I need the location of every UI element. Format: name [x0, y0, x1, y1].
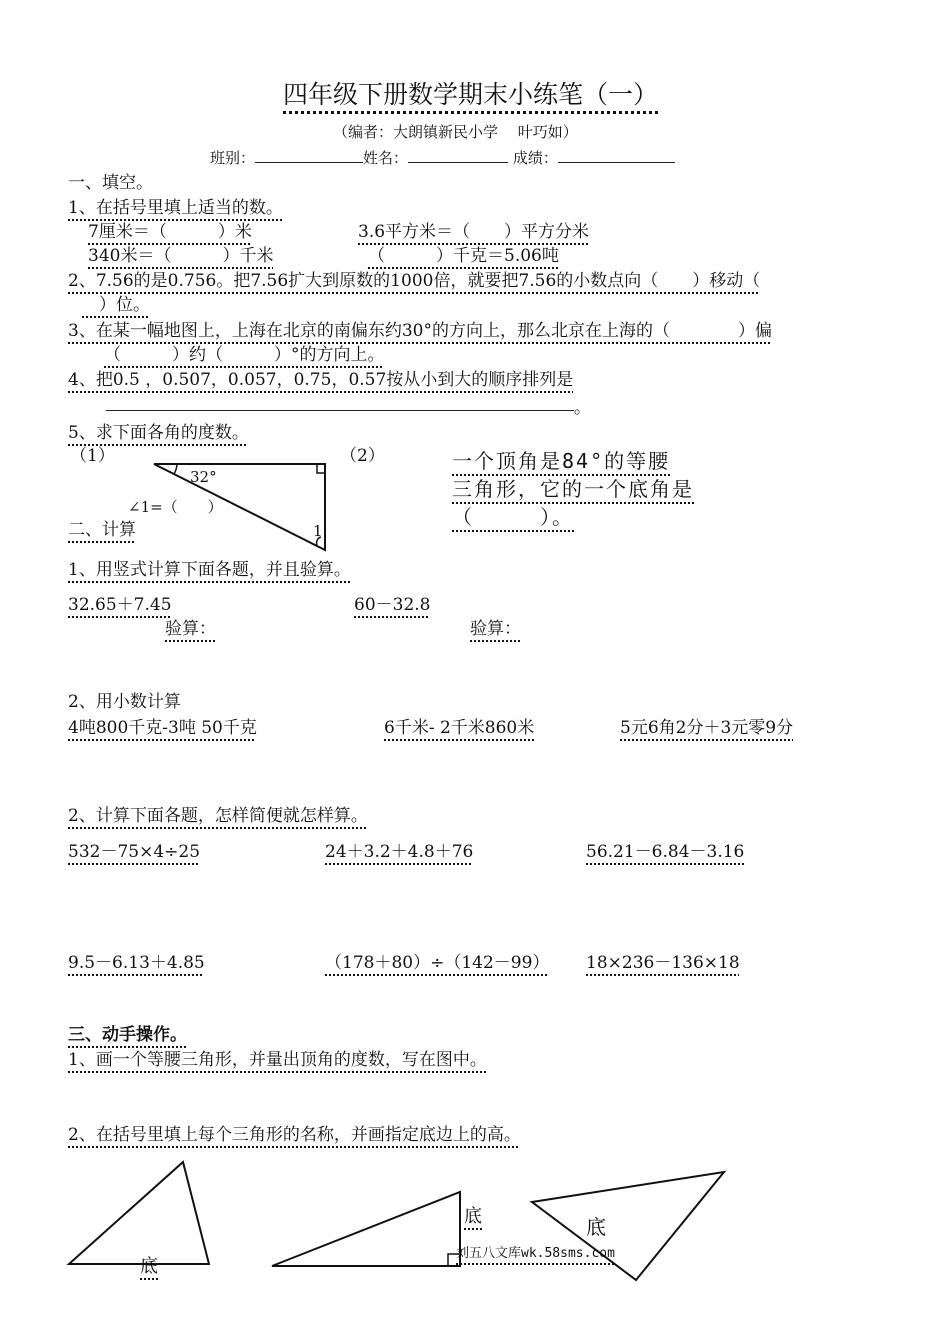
- q2-3-prompt: 2、计算下面各题，怎样简便就怎样算。: [68, 806, 368, 826]
- q1-1-prompt: 1、在括号里填上适当的数。: [68, 198, 283, 218]
- q2-3-a: 532－75×4÷25: [68, 842, 201, 862]
- triangle-right: [268, 1188, 468, 1278]
- q1-1-b: 3.6平方米＝（ ）平方分米: [358, 222, 590, 242]
- q2-2-c: 5元6角2分＋3元零9分: [620, 718, 794, 738]
- q3-2-prompt: 2、在括号里填上每个三角形的名称，并画指定底边上的高。: [68, 1125, 521, 1145]
- triangle-obtuse: [528, 1168, 728, 1288]
- q1-5-angle1-answer: ∠1=（ ）: [128, 498, 223, 516]
- triangle1-base-label: 底: [140, 1256, 158, 1277]
- q1-5-part1-label: （1）: [70, 446, 115, 466]
- editor-note: （编者：大朗镇新民小学 叶巧如）: [333, 123, 578, 141]
- q2-2-b: 6千米- 2千米860米: [384, 718, 535, 738]
- name-blank[interactable]: [408, 148, 508, 163]
- q1-5-part2-label: （2）: [340, 446, 385, 466]
- q2-2-a: 4吨800千克-3吨 50千克: [68, 718, 257, 738]
- q1-5-part2-line3: （ ）。: [452, 505, 574, 529]
- section2-heading: 二、计算: [68, 520, 136, 540]
- q1-1-c: 340米＝（ ）千米: [88, 246, 274, 266]
- q2-1-prompt: 1、用竖式计算下面各题，并且验算。: [68, 560, 351, 580]
- q1-5-part2-line2: 三角形，它的一个底角是: [452, 477, 694, 501]
- score-blank[interactable]: [558, 148, 675, 163]
- q1-3-line2: （ ）约（ ）°的方向上。: [104, 345, 385, 365]
- q1-2-line1: 2、7.56的是0.756。把7.56扩大到原数的1000倍，就要把7.56的小数点向（ ）移动（: [68, 271, 761, 291]
- q1-4-prompt: 4、把0.5 ，0.507，0.057，0.75，0.57按从小到大的顺序排列是: [68, 370, 574, 390]
- q1-4-answer-line[interactable]: [106, 410, 574, 411]
- q2-1-b-check: 验算：: [470, 619, 521, 639]
- triangle3-base-label: 底: [586, 1215, 606, 1239]
- q1-5-prompt: 5、求下面各角的度数。: [68, 423, 249, 443]
- q2-3-e: （178＋80）÷（142－99）: [325, 953, 550, 973]
- q1-1-a: 7厘米＝（ ）米: [88, 222, 252, 242]
- q2-2-prompt: 2、用小数计算: [68, 692, 181, 712]
- q2-3-f: 18×236－136×18: [586, 953, 740, 973]
- q1-5-angle-32: 32°: [190, 468, 217, 486]
- q1-3-line1: 3、在某一幅地图上，上海在北京的南偏东约30°的方向上，那么北京在上海的（ ）偏: [68, 321, 772, 341]
- page-title: 四年级下册数学期末小练笔（一）: [283, 80, 659, 109]
- triangle2-base-label: 底: [464, 1206, 482, 1227]
- q2-3-b: 24＋3.2＋4.8＋76: [325, 842, 474, 862]
- q1-4-period: 。: [574, 398, 591, 418]
- class-blank[interactable]: [255, 148, 363, 163]
- q1-5-angle1-mark: 1: [313, 522, 323, 540]
- q2-1-b: 60－32.8: [354, 595, 431, 615]
- q1-2-line2: ）位。: [82, 295, 150, 315]
- q3-1-prompt: 1、画一个等腰三角形，并量出顶角的度数，写在图中。: [68, 1050, 487, 1070]
- class-label: 班别：: [210, 149, 256, 167]
- score-label: 成绩：: [512, 149, 558, 167]
- name-label: 姓名：: [363, 149, 409, 167]
- student-info-line: [210, 148, 675, 168]
- q2-3-c: 56.21－6.84－3.16: [586, 842, 745, 862]
- q1-5-part2-line1: 一个顶角是84°的等腰: [452, 449, 671, 473]
- q2-1-a-check: 验算：: [165, 619, 216, 639]
- section1-heading: 一、填空。: [68, 173, 153, 193]
- q2-1-a: 32.65＋7.45: [68, 595, 172, 615]
- q2-3-d: 9.5－6.13＋4.85: [68, 953, 205, 973]
- watermark: 刘五八文库wk.58sms.com: [456, 1246, 615, 1261]
- q1-1-d: （ ）千克＝5.06吨: [368, 246, 559, 266]
- section3-heading: 三、动手操作。: [68, 1025, 187, 1045]
